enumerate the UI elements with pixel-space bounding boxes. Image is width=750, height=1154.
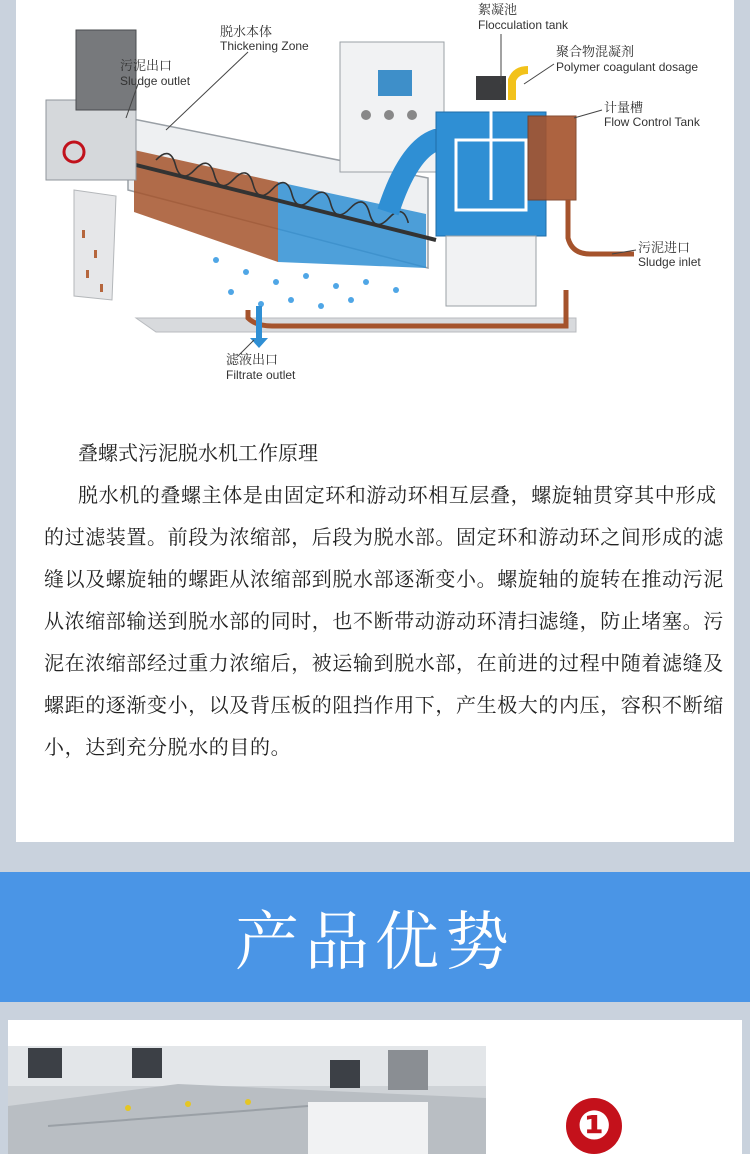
flocculation-label-cn: 絮凝池 — [478, 3, 518, 18]
advantage-number-badge: ❶ — [566, 1098, 622, 1154]
flow-tank-label-en: Flow Control Tank — [604, 115, 700, 129]
sludge-inlet-label-en: Sludge inlet — [638, 255, 701, 269]
section-title: 产品优势 — [235, 906, 515, 980]
thickening-label-en: Thickening Zone — [220, 39, 309, 53]
sludge-inlet-label-cn: 污泥进口 — [638, 241, 691, 256]
principle-body: 脱水机的叠螺主体是由固定环和游动环相互层叠，螺旋轴贯穿其中形成的过滤装置。前段为浓缩部，后段为脱水部。固定环和游动环之间形成的滤缝以及螺旋轴的螺距从浓缩部到脱水部逐渐变小。螺旋轴的旋转在推动污泥从浓缩部输送到脱水部的同时，也不断带动游动环清扫滤缝，防止堵塞。污泥在浓缩部经过重力浓缩后，被运输到脱水部，在前进的过程中随着滤缝及螺距的逐渐变小，以及背压板的阻挡作用下，产生极大的内压，容积不断缩小，达到充分脱水的目的。 — [44, 483, 724, 759]
filtrate-label-cn: 滤液出口 — [226, 353, 279, 368]
section-banner — [0, 872, 750, 1002]
sludge-outlet-label-cn: 污泥出口 — [120, 59, 173, 74]
flow-tank-label-cn: 计量槽 — [604, 101, 644, 116]
dewatering-machine-diagram — [16, 0, 734, 400]
thickening-label-cn: 脱水本体 — [220, 25, 273, 40]
advantage-card — [8, 1020, 742, 1154]
product-photo — [8, 1046, 486, 1154]
coagulant-label-cn: 聚合物混凝剂 — [556, 45, 635, 60]
principle-card — [16, 0, 734, 842]
sludge-outlet-label-en: Sludge outlet — [120, 74, 191, 88]
coagulant-label-en: Polymer coagulant dosage — [556, 60, 699, 74]
filtrate-label-en: Filtrate outlet — [226, 368, 296, 382]
principle-title: 叠螺式污泥脱水机工作原理 — [78, 441, 318, 465]
flocculation-label-en: Flocculation tank — [478, 18, 569, 32]
principle-text — [44, 432, 728, 768]
